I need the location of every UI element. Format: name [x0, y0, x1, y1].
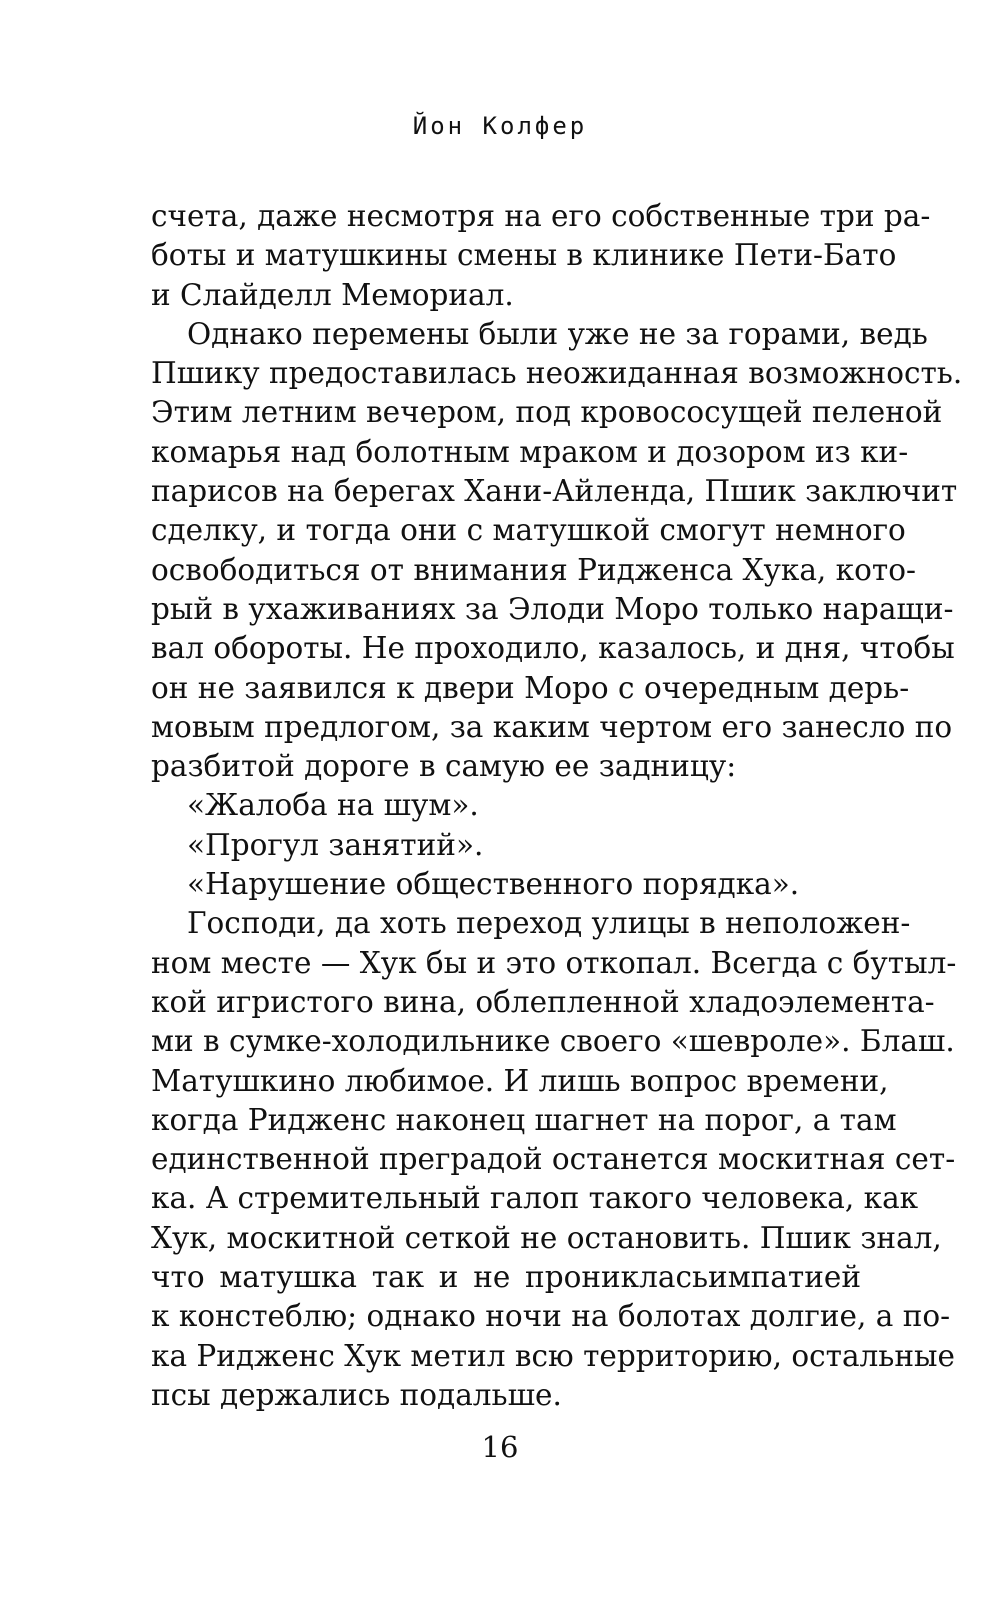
text-line: ми в сумке-холодильнике своего «шевроле». Блаш.: [151, 1024, 955, 1059]
text-line: когда Ридженс наконец шагнет на порог, а там: [151, 1102, 897, 1137]
text-line: комарья над болотным мраком и дозором из ки-: [151, 434, 909, 469]
text-line: ка Ридженс Хук метил всю территорию, остальные: [151, 1338, 955, 1373]
text-line: Этим летним вечером, под кровососущей пеленой: [151, 395, 943, 430]
body-text: [151, 197, 963, 1415]
text-line: и Слайделл Мемориал.: [151, 277, 514, 312]
page-number: 16: [481, 1430, 519, 1464]
text-line: боты и матушкины смены в клинике Пети-Бато: [151, 238, 897, 273]
text-line: рый в ухаживаниях за Элоди Моро только наращи-: [151, 591, 954, 626]
text-line: вал обороты. Не проходило, казалось, и дня, чтобы: [151, 631, 955, 666]
text-line: Пшику предоставилась неожиданная возможность.: [151, 356, 963, 391]
text-line: кой игристого вина, облепленной хладоэлемента-: [151, 984, 935, 1019]
text-line: освободиться от внимания Ридженса Хука, кото-: [151, 552, 916, 587]
text-line: «Прогул занятий».: [187, 827, 484, 862]
text-line: Матушкино любимое. И лишь вопрос времени,: [151, 1063, 889, 1098]
text-line: «Нарушение общественного порядка».: [187, 867, 800, 902]
text-line: что матушка так и не проникласьимпатией: [151, 1260, 861, 1295]
text-line: мовым предлогом, за каким чертом его занесло по: [151, 709, 953, 744]
text-line: псы держались подальше.: [151, 1377, 562, 1412]
text-line: ном месте — Хук бы и это откопал. Всегда с бутыл-: [151, 945, 957, 980]
text-line: он не заявился к двери Моро с очередным дерь-: [151, 670, 910, 705]
text-line: Однако перемены были уже не за горами, ведь: [187, 316, 928, 351]
running-head: Йон Колфер: [412, 112, 588, 140]
text-line: сделку, и тогда они с матушкой смогут немного: [151, 513, 906, 548]
text-line: к констеблю; однако ночи на болотах долгие, а по-: [151, 1299, 951, 1334]
text-line: «Жалоба на шум».: [187, 788, 479, 823]
text-line: разбитой дороге в самую ее задницу:: [151, 749, 737, 784]
text-line: Хук, москитной сеткой не остановить. Пшик знал,: [151, 1220, 942, 1255]
text-line: счета, даже несмотря на его собственные три ра-: [151, 199, 931, 233]
text-line: Господи, да хоть переход улицы в неположен-: [187, 906, 911, 941]
text-line: парисов на берегах Хани-Айленда, Пшик заключит: [151, 474, 958, 509]
text-line: ка. А стремительный галоп такого человека, как: [151, 1181, 919, 1216]
text-line: единственной преградой останется москитная сет-: [151, 1142, 956, 1177]
